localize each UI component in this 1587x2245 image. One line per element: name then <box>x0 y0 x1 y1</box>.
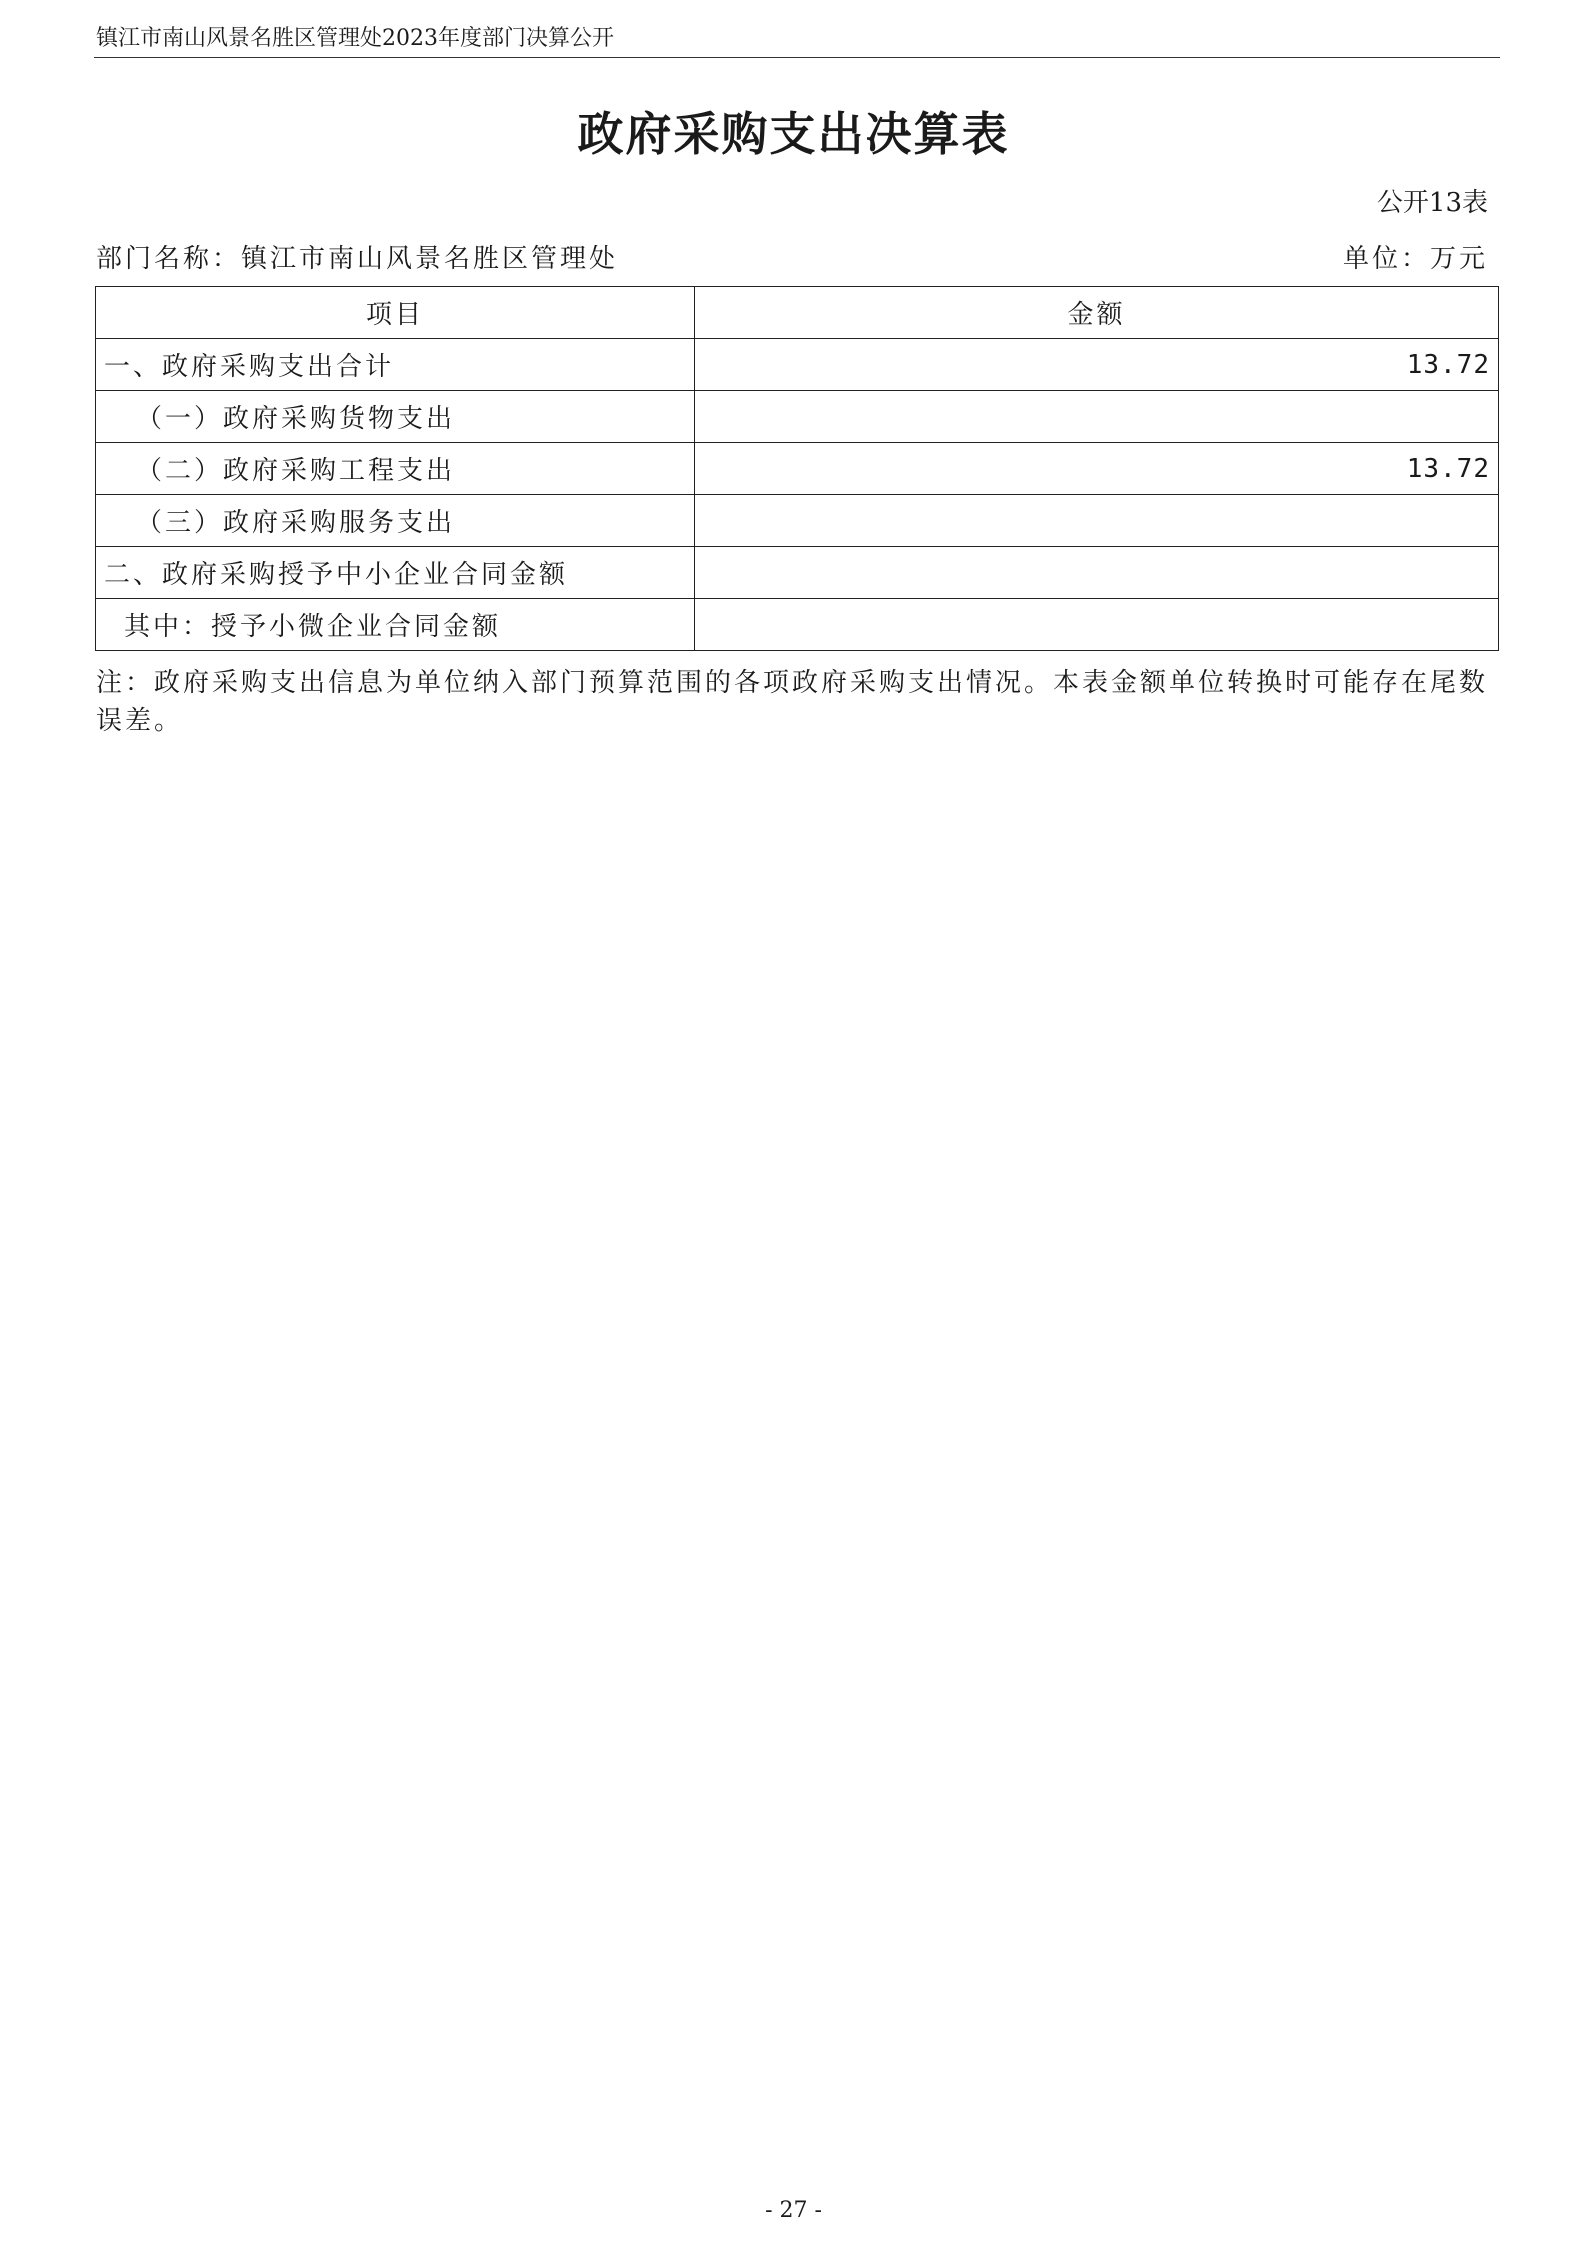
procurement-expenditure-table <box>95 286 1499 651</box>
table-note: 注：政府采购支出信息为单位纳入部门预算范围的各项政府采购支出情况。本表金额单位转换时可能存在尾数误差。 <box>96 668 1489 736</box>
running-header: 镇江市南山风景名胜区管理处2023年度部门决算公开 <box>96 26 614 51</box>
row-label: 一、政府采购支出合计 <box>96 339 695 391</box>
unit-label: 单位：万元 <box>1342 244 1488 274</box>
table-row <box>96 443 1499 495</box>
table-row <box>96 391 1499 443</box>
row-label: （二）政府采购工程支出 <box>96 443 695 495</box>
row-amount <box>695 599 1499 651</box>
row-amount <box>695 391 1499 443</box>
column-header-amount: 金额 <box>695 287 1499 339</box>
row-label: 其中：授予小微企业合同金额 <box>96 599 695 651</box>
table-row <box>96 495 1499 547</box>
page-number: - 27 - <box>765 2198 822 2223</box>
table-row <box>96 547 1499 599</box>
row-amount: 13.72 <box>695 443 1499 495</box>
table-row <box>96 599 1499 651</box>
row-amount <box>695 547 1499 599</box>
row-label: （三）政府采购服务支出 <box>96 495 695 547</box>
row-label: （一）政府采购货物支出 <box>96 391 695 443</box>
column-header-item: 项目 <box>96 287 695 339</box>
table-number: 公开13表 <box>1376 188 1488 218</box>
department-name: 部门名称：镇江市南山风景名胜区管理处 <box>96 244 619 274</box>
table-row <box>96 339 1499 391</box>
row-amount: 13.72 <box>695 339 1499 391</box>
header-rule <box>94 57 1500 58</box>
table-header-row <box>96 287 1499 339</box>
page-title: 政府采购支出决算表 <box>577 107 1010 161</box>
row-label: 二、政府采购授予中小企业合同金额 <box>96 547 695 599</box>
row-amount <box>695 495 1499 547</box>
